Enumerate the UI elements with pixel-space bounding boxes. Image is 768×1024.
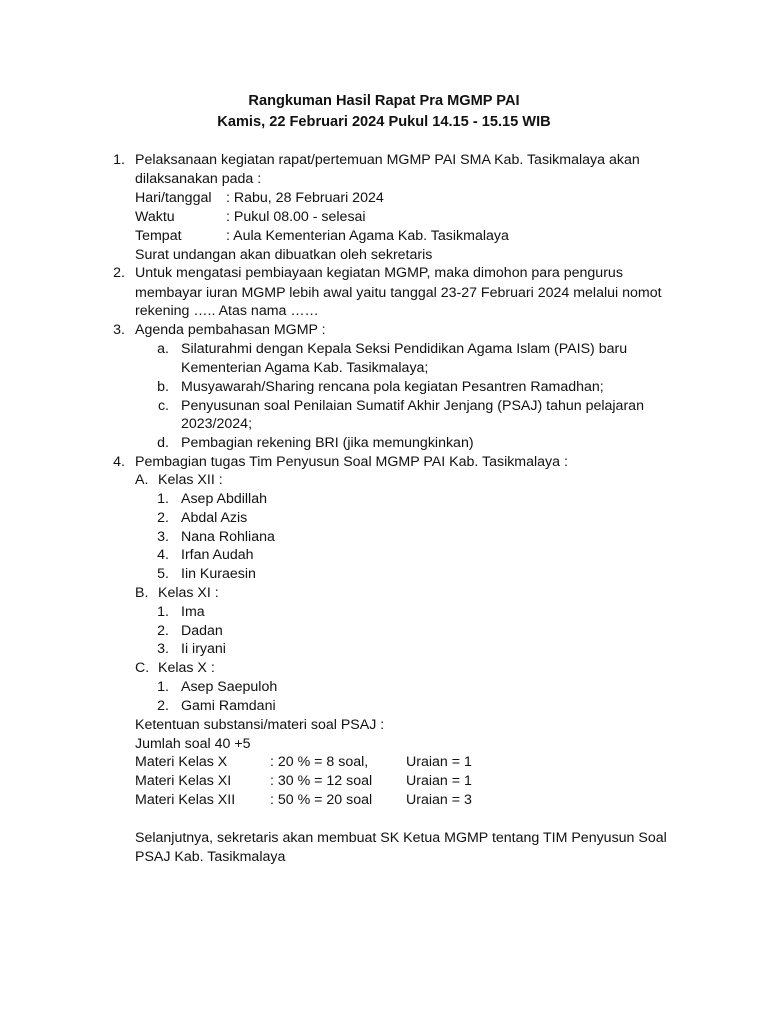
item-text: membayar iuran MGMP lebih awal yaitu tanggal 23-27 Februari 2024 melalui nomot xyxy=(135,285,662,301)
member-number: 4. xyxy=(157,547,169,563)
item-number: 1. xyxy=(113,152,125,168)
member-name: Ii iryani xyxy=(181,641,226,657)
materi-uraian: Uraian = 3 xyxy=(406,792,472,808)
subitem-text: Silaturahmi dengan Kepala Seksi Pendidikan Agama Islam (PAIS) baru xyxy=(181,341,628,357)
closing-text: Selanjutnya, sekretaris akan membuat SK Ketua MGMP tentang TIM Penyusun Soal xyxy=(135,830,667,846)
item-text: Pelaksanaan kegiatan rapat/pertemuan MGMP PAI SMA Kab. Tasikmalaya akan xyxy=(135,152,640,168)
member-number: 1. xyxy=(157,679,169,695)
materi-label: Materi Kelas X xyxy=(135,754,228,770)
detail-label: Hari/tanggal xyxy=(135,190,212,206)
item-number: 4. xyxy=(113,454,125,470)
subitem-text: Penyusunan soal Penilaian Sumatif Akhir Jenjang (PSAJ) tahun pelajaran xyxy=(181,398,644,414)
member-number: 2. xyxy=(157,510,169,526)
provisions-total: Jumlah soal 40 +5 xyxy=(135,736,251,752)
closing-text: PSAJ Kab. Tasikmalaya xyxy=(135,849,286,865)
materi-uraian: Uraian = 1 xyxy=(406,773,472,789)
item-note: Surat undangan akan dibuatkan oleh sekretaris xyxy=(135,247,433,263)
member-name: Dadan xyxy=(181,623,223,639)
materi-label: Materi Kelas XI xyxy=(135,773,232,789)
item-text: Agenda pembahasan MGMP : xyxy=(135,322,326,338)
member-number: 1. xyxy=(157,604,169,620)
materi-label: Materi Kelas XII xyxy=(135,792,236,808)
detail-label: Tempat xyxy=(135,228,182,244)
member-name: Nana Rohliana xyxy=(181,529,275,545)
member-name: Gami Ramdani xyxy=(181,698,276,714)
group-letter: C. xyxy=(135,660,150,676)
materi-uraian: Uraian = 1 xyxy=(406,754,472,770)
member-name: Ima xyxy=(181,604,205,620)
member-number: 3. xyxy=(157,641,169,657)
member-number: 1. xyxy=(157,491,169,507)
member-name: Iin Kuraesin xyxy=(181,566,256,582)
materi-share: : 20 % = 8 soal, xyxy=(270,754,369,770)
member-name: Asep Abdillah xyxy=(181,491,267,507)
document-subtitle: Kamis, 22 Februari 2024 Pukul 14.15 - 15.15 WIB xyxy=(217,114,551,130)
subitem-text: Pembagian rekening BRI (jika memungkinkan) xyxy=(181,435,474,451)
group-label: Kelas XI : xyxy=(158,585,219,601)
member-number: 2. xyxy=(157,698,169,714)
group-label: Kelas X : xyxy=(158,660,215,676)
group-label: Kelas XII : xyxy=(158,472,223,488)
item-text: rekening ….. Atas nama …… xyxy=(135,303,319,319)
materi-share: : 50 % = 20 soal xyxy=(270,792,373,808)
item-text: Untuk mengatasi pembiayaan kegiatan MGMP, maka dimohon para pengurus xyxy=(135,265,623,281)
detail-value: : Pukul 08.00 - selesai xyxy=(226,209,366,225)
item-number: 2. xyxy=(113,265,125,281)
subitem-letter: a. xyxy=(157,341,169,357)
member-number: 2. xyxy=(157,623,169,639)
subitem-text: Kementerian Agama Kab. Tasikmalaya; xyxy=(181,360,429,376)
subitem-text: Musyawarah/Sharing rencana pola kegiatan Pesantren Ramadhan; xyxy=(181,379,604,395)
group-letter: A. xyxy=(135,472,149,488)
detail-value: : Aula Kementerian Agama Kab. Tasikmalaya xyxy=(226,228,509,244)
member-number: 5. xyxy=(157,566,169,582)
subitem-letter: b. xyxy=(157,379,169,395)
subitem-letter: d. xyxy=(157,435,169,451)
member-name: Asep Saepuloh xyxy=(181,679,278,695)
member-name: Abdal Azis xyxy=(181,510,248,526)
subitem-letter: c. xyxy=(157,398,169,414)
provisions-heading: Ketentuan substansi/materi soal PSAJ : xyxy=(135,717,385,733)
member-name: Irfan Audah xyxy=(181,547,254,563)
document-title: Rangkuman Hasil Rapat Pra MGMP PAI xyxy=(248,93,520,109)
item-number: 3. xyxy=(113,322,125,338)
subitem-text: 2023/2024; xyxy=(181,416,253,432)
item-text: dilaksanakan pada : xyxy=(135,171,262,187)
member-number: 3. xyxy=(157,529,169,545)
materi-share: : 30 % = 12 soal xyxy=(270,773,373,789)
detail-value: : Rabu, 28 Februari 2024 xyxy=(226,190,384,206)
detail-label: Waktu xyxy=(135,209,175,225)
group-letter: B. xyxy=(135,585,149,601)
item-text: Pembagian tugas Tim Penyusun Soal MGMP PAI Kab. Tasikmalaya : xyxy=(135,454,568,470)
